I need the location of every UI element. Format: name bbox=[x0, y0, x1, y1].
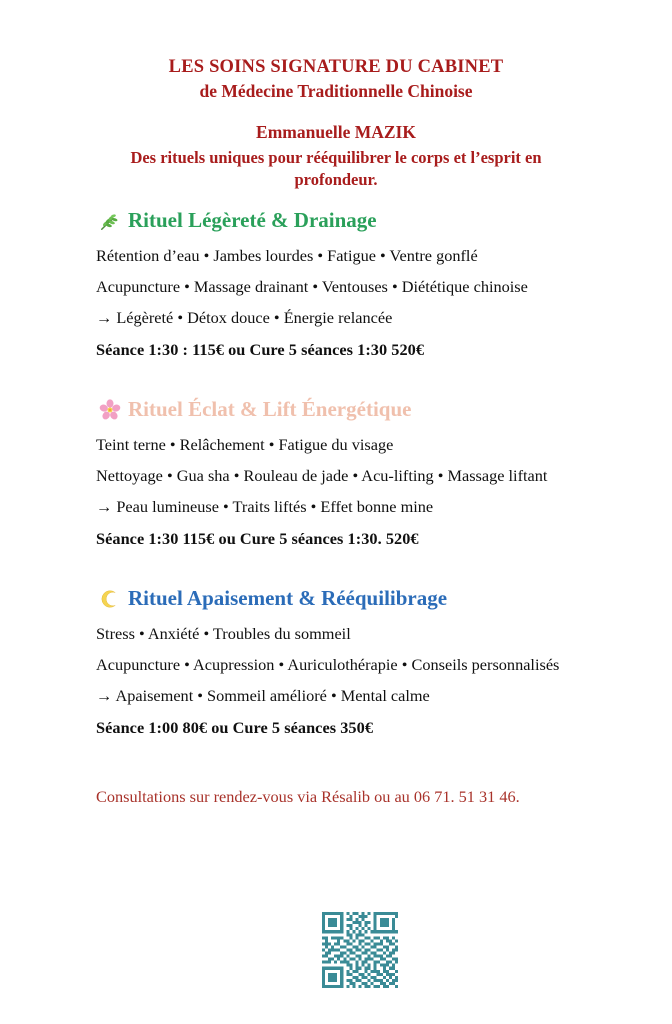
document-footer bbox=[96, 739, 576, 808]
contact-info: Consultations sur rendez-vous via Résalib ou au 06 71. 51 31 46. bbox=[96, 786, 520, 806]
ritual-heading-eclat-lift bbox=[96, 396, 576, 422]
practitioner-name: Emmanuelle MAZIK bbox=[256, 122, 416, 143]
ritual-results: → Peau lumineuse • Traits liftés • Effet bonne mine bbox=[96, 496, 434, 516]
crescent-moon-icon bbox=[99, 588, 121, 610]
ritual-list bbox=[96, 191, 576, 739]
ritual-section-eclat-lift bbox=[96, 361, 576, 550]
ritual-section-legerete-drainage bbox=[96, 207, 576, 361]
ritual-heading-legerete-drainage bbox=[96, 207, 576, 233]
tagline: Des rituels uniques pour rééquilibrer le corps et l’esprit en profondeur. bbox=[130, 148, 542, 190]
ritual-symptoms: Rétention d’eau • Jambes lourdes • Fatigue • Ventre gonflé bbox=[96, 246, 478, 266]
cherry-blossom-icon bbox=[99, 399, 121, 421]
ritual-results: → Légèreté • Détox douce • Énergie relancée bbox=[96, 307, 393, 327]
ritual-heading-label: Rituel Apaisement & Rééquilibrage bbox=[128, 585, 448, 610]
ritual-heading-apaisement-reequilibrage bbox=[96, 585, 576, 611]
ritual-symptoms: Teint terne • Relâchement • Fatigue du visage bbox=[96, 435, 394, 455]
ritual-price: Séance 1:30 115€ ou Cure 5 séances 1:30. 520€ bbox=[96, 529, 419, 549]
page-title-line-1: LES SOINS SIGNATURE DU CABINET bbox=[168, 57, 504, 77]
document-header bbox=[96, 0, 576, 191]
ritual-heading-label: Rituel Légèreté & Drainage bbox=[128, 208, 377, 233]
ritual-techniques: Nettoyage • Gua sha • Rouleau de jade • Acu-lifting • Massage liftant bbox=[96, 465, 548, 485]
qr-code[interactable] bbox=[322, 912, 398, 988]
herb-leaf-icon bbox=[99, 210, 121, 232]
ritual-techniques: Acupuncture • Acupression • Auriculothérapie • Conseils personnalisés bbox=[96, 654, 560, 674]
ritual-symptoms: Stress • Anxiété • Troubles du sommeil bbox=[96, 624, 351, 644]
ritual-price: Séance 1:00 80€ ou Cure 5 séances 350€ bbox=[96, 718, 374, 738]
ritual-results: → Apaisement • Sommeil amélioré • Mental calme bbox=[96, 685, 430, 705]
ritual-section-apaisement-reequilibrage bbox=[96, 550, 576, 739]
ritual-techniques: Acupuncture • Massage drainant • Ventouses • Diététique chinoise bbox=[96, 276, 528, 296]
page-title-line-2: de Médecine Traditionnelle Chinoise bbox=[199, 80, 473, 101]
ritual-heading-label: Rituel Éclat & Lift Énergétique bbox=[128, 396, 412, 421]
ritual-price: Séance 1:30 : 115€ ou Cure 5 séances 1:30 520€ bbox=[96, 340, 425, 360]
